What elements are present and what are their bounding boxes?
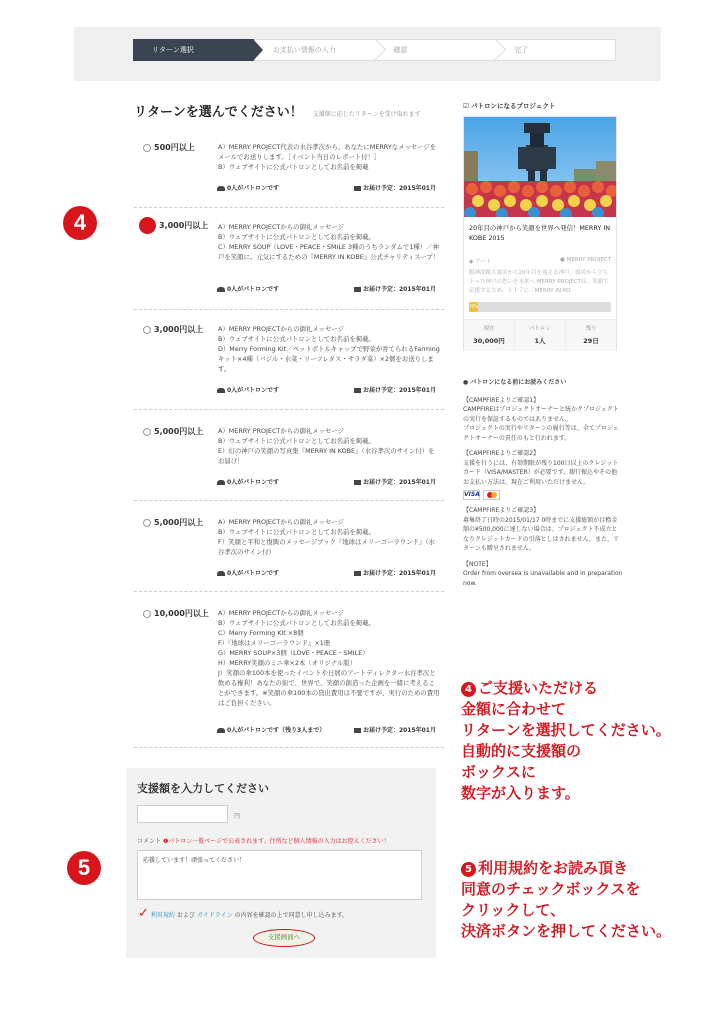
support-title: 支援額を入力してください <box>137 782 269 795</box>
card-logos <box>463 490 623 500</box>
truck-icon <box>354 480 361 485</box>
info-icon: ● <box>463 379 469 386</box>
project-category: ◆ アート <box>469 259 492 265</box>
reward-option-6[interactable] <box>134 608 444 748</box>
truck-icon <box>354 388 361 393</box>
people-icon <box>217 728 225 733</box>
reward-backers: 0人がパトロンです <box>217 183 279 192</box>
reward-backers: 0人がパトロンです <box>217 477 279 486</box>
project-title[interactable]: 20年目の神戸から笑顔を世界へ発信！MERRY IN KOBE 2015 <box>469 224 611 242</box>
reward-description: A）MERRY PROJECTからの御礼メッセージ B）ウェブサイトに公式パトロンとしてお名前を掲載。 D）Merry Forming Kit／ペットボトルキャップで野菜が育てられるFarmingキット×4種（バジル・水菜・リーフレタス・サラダ菜）×2個をお送りします。 <box>218 325 440 373</box>
yen-label: 円 <box>234 813 241 820</box>
radio-icon[interactable] <box>143 144 151 152</box>
support-amount-panel <box>126 768 436 958</box>
note-head-2: 【CAMPFIREよりご確認2】 <box>463 450 540 457</box>
project-photo <box>464 117 616 217</box>
amount-input[interactable] <box>137 805 228 823</box>
tag-icon: ◆ <box>469 259 474 265</box>
annotation-step-4: 4 ご支援いただける 金額に合わせて リターンを選択してください。 自動的に支援額の ボックスに 数字が入ります。 <box>461 679 671 802</box>
reward-description: A）MERRY PROJECTからの御礼メッセージ B）ウェブサイトに公式パトロンとしてお名前を掲載。 F）笑顔と平和と復興のメッセージブック『地球はメリーゴーラウンド』（水谷孝次のサイン付） <box>218 518 435 556</box>
agree-text: の内容を確認の上で同意し申し込みます。 <box>234 911 349 919</box>
project-card[interactable] <box>463 116 617 351</box>
reward-price: 3,000円以上 <box>143 324 203 335</box>
reward-option-4[interactable] <box>134 426 444 501</box>
comment-textarea[interactable]: 応援しています！頑張ってください！ <box>137 850 422 900</box>
project-blurb: 阪神淡路大震災から20年目を迎える神戸。震災から立ち上った神戸の思いを未来へ MERRY PROJECTは、笑顔で応援するため、１１７に「MERRY IN KO <box>469 270 609 294</box>
step-payment-info: お支払い情報の入力 <box>254 39 375 61</box>
radio-icon[interactable] <box>143 326 151 334</box>
check-square-icon: ☑ <box>463 102 469 110</box>
people-icon <box>217 480 225 485</box>
progress-bar <box>469 302 611 312</box>
stat-current: 現在 30,000円 <box>464 320 515 351</box>
people-icon <box>217 287 225 292</box>
radio-icon[interactable] <box>143 610 151 618</box>
truck-icon <box>354 571 361 576</box>
step-bar <box>74 27 661 81</box>
reward-delivery: お届け予定：2015年01月 <box>354 477 436 486</box>
pre-patron-notes <box>463 378 623 588</box>
note-body-1: CAMPFIREはプロジェクトオーナーと統かクプロジェクトの実行を保証するものではありません。 プロジェクトの実行やリターンの履行等は、全てプロジェクトオーナーの責任のもと行われます。 <box>463 406 619 442</box>
reward-price: 5,000円以上 <box>143 426 203 437</box>
user-icon: ● <box>560 257 565 263</box>
page-subtitle: 支援額に応じたリターンを受け取れます <box>312 111 421 118</box>
reward-description: A）MERRY PROJECTからの御礼メッセージ B）ウェブサイトに公式パトロンとしてお名前を掲載。 C）Merry Forming Kit ×8個 F）『地球はメリーゴーラウンド』×1冊 G）MERRY SOUP×3個（LOVE・PEACE・SMILE） H）MERRY笑顔のミニ傘×2本（オリジナル版） J）笑顔の傘100本を使ったイベントや日展のアートディレクター水谷孝次と飲める権利！あなたの街で、世界で、笑顔の創造った企画を一緒に考えることができます。※笑顔の傘100本の貸出費用は不要ですが、実行のための費用はご負担ください。 <box>218 609 440 707</box>
step-select-return: リターン選択 <box>133 39 254 61</box>
truck-icon <box>354 186 361 191</box>
radio-icon[interactable] <box>143 428 151 436</box>
page-title: リターンを選んでください！ <box>134 105 303 120</box>
truck-icon <box>354 287 361 292</box>
reward-price: 500円以上 <box>143 142 195 153</box>
reward-description: A）MERRY PROJECTからの御礼メッセージ B）ウェブサイトに公式パトロンとしてお名前を掲載。 E）幻の神戸の笑顔の写真集『MERRY IN KOBE』（水谷孝次のサイン付）をお届け！ <box>218 427 435 465</box>
reward-option-1[interactable] <box>134 142 444 208</box>
agree-checkbox-row[interactable] <box>138 906 349 921</box>
reward-delivery: お届け予定：2015年01月 <box>354 284 436 293</box>
submit-button[interactable]: 支援画面へ <box>253 929 315 947</box>
sidebar-title: ☑ パトロンになるプロジェクト <box>463 102 556 110</box>
checkmark-icon[interactable]: ✓ <box>138 906 149 921</box>
truck-icon <box>354 728 361 733</box>
note-body-3: 募集終了日時の2015/01/17 0時までに支援総額が目標金額の¥500,000に達しない場合は、プロジェクト不成立となりクレジットカードの引落としはされません。また、リターンも贈呈されません。 <box>463 516 620 552</box>
reward-backers: 0人がパトロンです（残り3人まで） <box>217 725 325 734</box>
step-confirm: 確認 <box>375 39 496 61</box>
reward-price: 10,000円以上 <box>143 608 209 619</box>
reward-backers: 0人がパトロンです <box>217 284 279 293</box>
reward-delivery: お届け予定：2015年01月 <box>354 568 436 577</box>
note-head-1: 【CAMPFIREよりご確認1】 <box>463 396 540 404</box>
reward-option-5[interactable] <box>134 517 444 592</box>
reward-delivery: お届け予定：2015年01月 <box>354 183 436 192</box>
note-head-3: 【CAMPFIREよりご確認3】 <box>463 507 540 514</box>
stat-remaining: 残り 29日 <box>583 326 599 345</box>
note-body-4: Order from oversea is unavailable and in preparation now. <box>463 570 623 587</box>
annotation-badge-4: 4 <box>63 206 97 240</box>
radio-icon[interactable] <box>143 519 151 527</box>
notes-title: ● パトロンになる前にお読みください <box>463 379 567 386</box>
reward-price: 5,000円以上 <box>143 517 203 528</box>
progress-fill: 0% <box>470 304 478 310</box>
people-icon <box>217 388 225 393</box>
reward-price: 3,000円以上 <box>143 217 208 234</box>
guideline-link[interactable]: ガイドライン <box>196 911 233 919</box>
reward-description: A）MERRY PROJECTからの御礼メッセージ B）ウェブサイトに公式パトロンとしてお名前を掲載。 C）MERRY SOUP（LOVE・PEACE・SMILE 3種のうちランダムで1種）／神戸を笑顔に。元気にするための『MERRY IN KOBE』公式チャリティスープ！ <box>218 223 440 261</box>
stat-patrons: パトロン 1人 <box>515 320 566 351</box>
visa-logo: VISA <box>464 491 480 498</box>
radio-icon-selected[interactable] <box>139 217 156 234</box>
and-text: および <box>176 911 195 919</box>
annotation-badge-5: 5 <box>67 851 101 885</box>
people-icon <box>217 186 225 191</box>
people-icon <box>217 571 225 576</box>
reward-delivery: お届け予定：2015年01月 <box>354 385 436 394</box>
reward-backers: 0人がパトロンです <box>217 385 279 394</box>
terms-link[interactable]: 利用規約 <box>150 911 175 919</box>
note-body-2: 支援を行うには、有効期限が残り100日以上のクレジットカード（VISA/MASTER）が必要です。銀行振込やその他お支払い方法は、現在ご利用いただけません。 <box>463 459 619 486</box>
note-head-4: 【NOTE】 <box>463 560 492 568</box>
reward-delivery: お届け予定：2015年01月 <box>354 725 436 734</box>
project-owner: ● MERRY PROJECT <box>560 257 611 263</box>
reward-option-3[interactable] <box>134 324 444 410</box>
mastercard-logo <box>483 490 500 500</box>
reward-backers: 0人がパトロンです <box>217 568 279 577</box>
annotation-step-5: 5 利用規約をお読み頂き 同意のチェックボックスを クリックして、 決済ボタンを押してください。 <box>461 859 672 940</box>
page-heading <box>134 101 421 120</box>
reward-option-2[interactable] <box>134 222 444 310</box>
project-stats <box>464 319 616 351</box>
comment-label: コメント ❶パトロン一覧ページで公表されます。住所など個人情報の入力はお控えください！ <box>137 838 390 845</box>
comment-note: ❶パトロン一覧ページで公表されます。住所など個人情報の入力はお控えください！ <box>162 838 390 845</box>
step-complete: 完了 <box>495 39 616 61</box>
reward-description: A）MERRY PROJECT代表の水谷孝次から、あなたにMERRYなメッセージをメールでお送りします。［イベント当日のレポート付！］ B）ウェブサイトに公式パトロンとしてお名前を掲載 <box>218 143 437 171</box>
